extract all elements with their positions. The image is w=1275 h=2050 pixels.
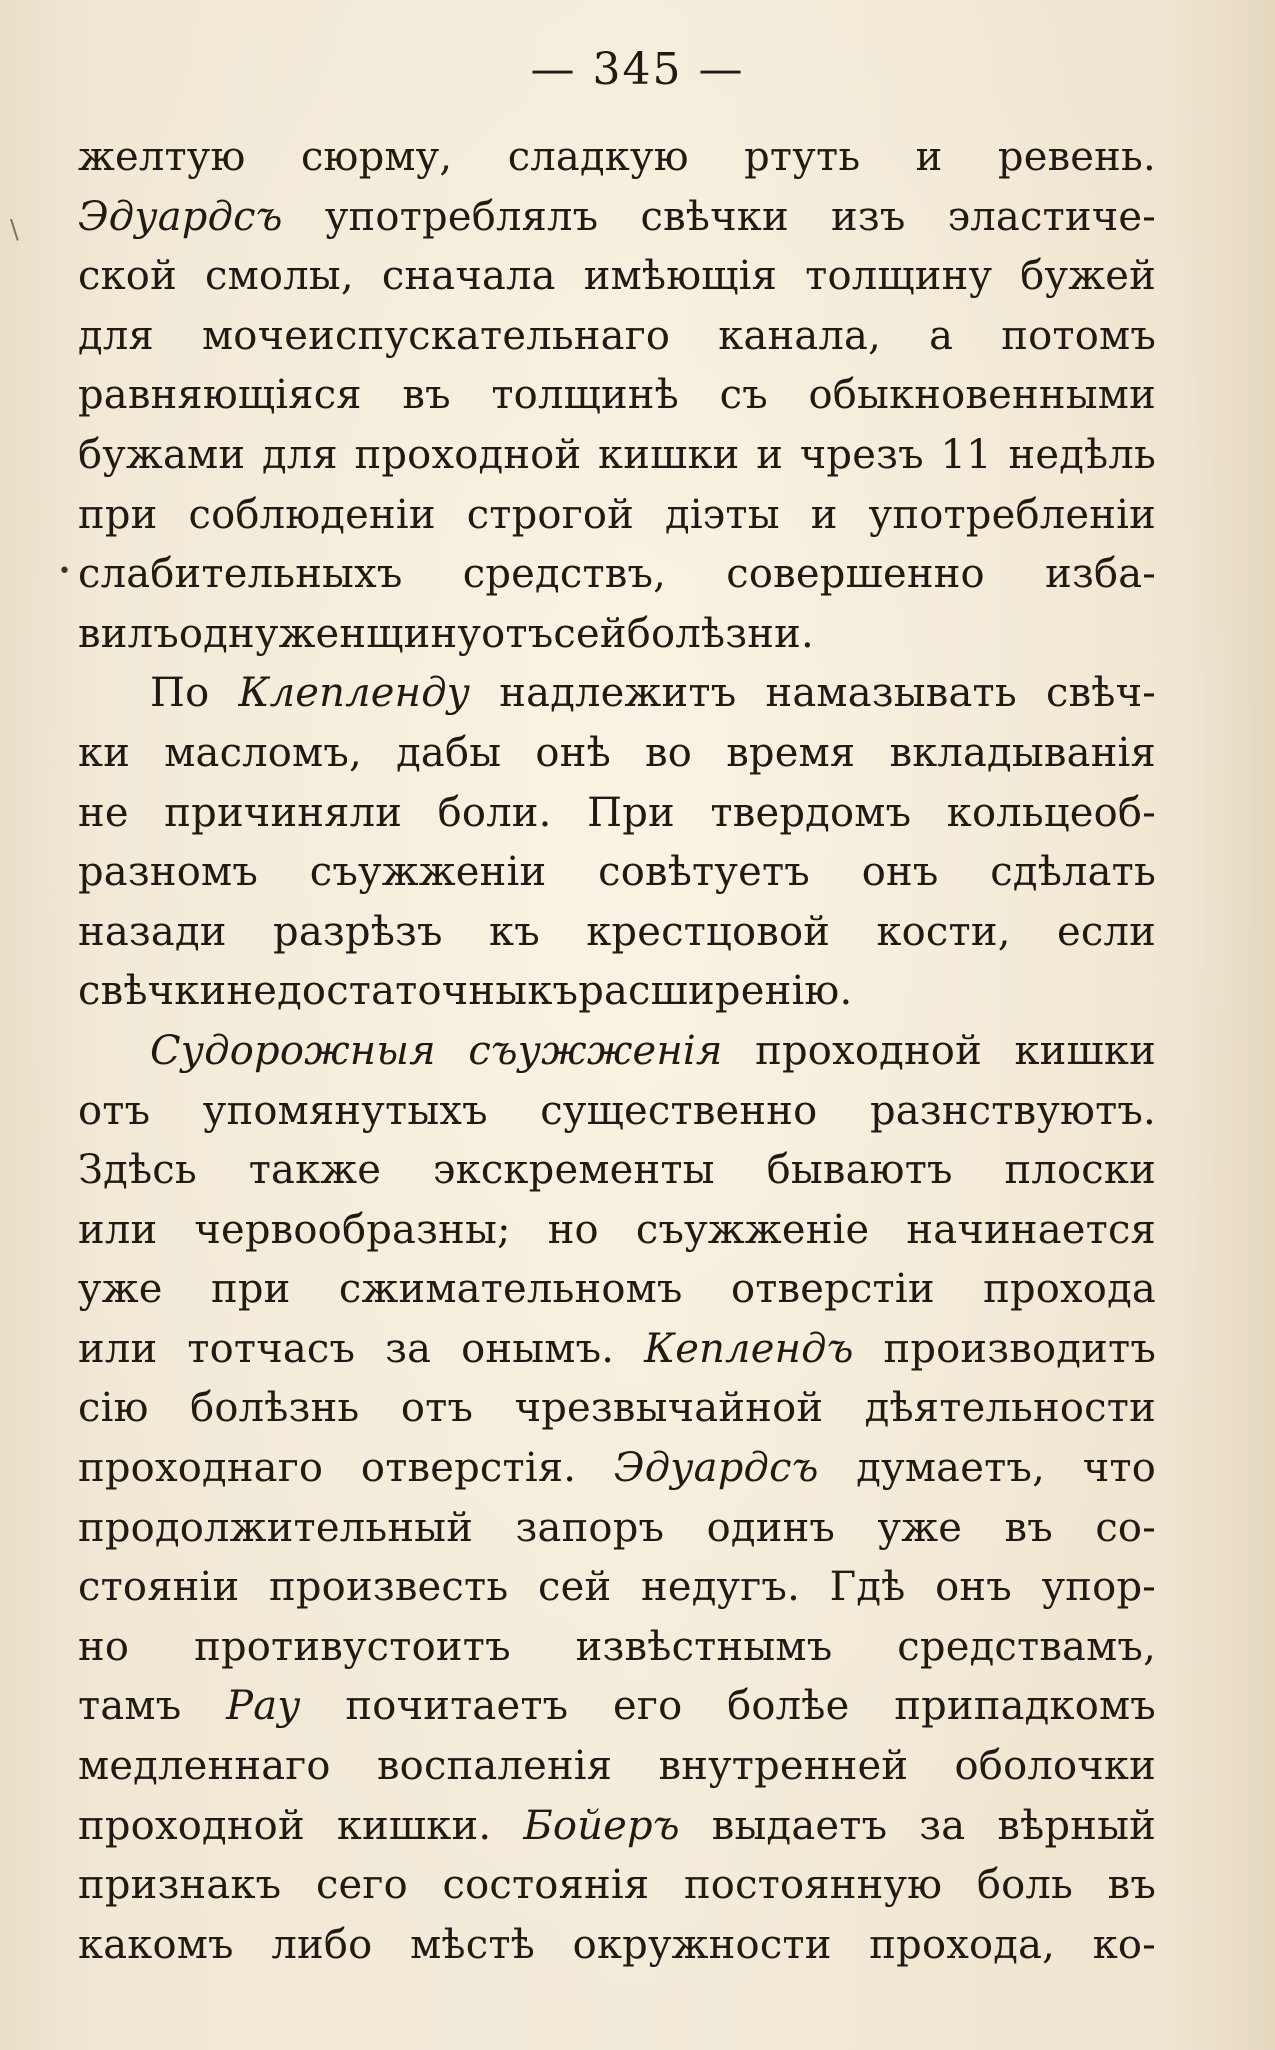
word: разрѣзъ [273, 908, 443, 955]
text-line [78, 1499, 1156, 1559]
word: воспаленія [376, 1743, 613, 1790]
word: бужей [1020, 253, 1156, 300]
word: уже [78, 1266, 163, 1313]
word: одинъ [706, 1504, 836, 1551]
word: либо [271, 1921, 373, 1968]
text-line [78, 1141, 1156, 1201]
word: кишки [1014, 1027, 1156, 1074]
word: начинается [906, 1206, 1156, 1253]
word: проходной [78, 1802, 305, 1849]
word: но [547, 1206, 599, 1253]
word: или [78, 1325, 158, 1372]
word: для [261, 431, 338, 478]
word: червообразны; [194, 1206, 511, 1253]
text-line [78, 664, 1156, 724]
word: бываютъ [766, 1147, 953, 1194]
word: онѣ [535, 729, 611, 776]
word: или [78, 1206, 158, 1253]
word: изба- [1045, 551, 1156, 598]
text-line [78, 1797, 1156, 1857]
word: проходнаго [78, 1445, 324, 1492]
word: свѣчки [78, 968, 227, 1015]
word: женщину [278, 610, 482, 657]
word: прохода, [869, 1921, 1056, 1968]
text-line [78, 1916, 1156, 1976]
word: экскременты [433, 1147, 715, 1194]
word: противустоитъ [194, 1623, 511, 1670]
word: изъ [831, 193, 906, 240]
word: проходной [755, 1027, 982, 1074]
word: но [78, 1623, 130, 1670]
text-line [78, 962, 1156, 1022]
word: оболочки [954, 1743, 1156, 1790]
word: Рау [226, 1683, 301, 1730]
word: за [919, 1802, 966, 1849]
text-line [78, 1439, 1156, 1499]
word: свѣчки [640, 193, 789, 240]
word: внутренней [658, 1743, 909, 1790]
word: По [150, 670, 210, 717]
word: и [915, 134, 943, 180]
text-line [78, 605, 1156, 665]
word: плоски [1004, 1147, 1156, 1194]
word: уже [877, 1504, 963, 1551]
word: какомъ [78, 1921, 234, 1968]
word: разнствуютъ. [869, 1087, 1156, 1134]
word: намазывать [765, 670, 1017, 717]
word: толщинѣ [491, 372, 679, 419]
word: продолжительный [78, 1504, 474, 1551]
word: упомянутыхъ [202, 1087, 488, 1134]
word: масломъ, [164, 729, 362, 776]
word: онымъ. [461, 1325, 615, 1372]
text-line [78, 1379, 1156, 1439]
word: ко- [1092, 1921, 1156, 1968]
edge-mark: \ [10, 215, 19, 245]
word: совершенно [726, 551, 985, 598]
word: время [726, 729, 856, 776]
word: потомъ [1001, 312, 1156, 359]
word: сего [315, 1862, 408, 1909]
word: свѣч- [1045, 670, 1156, 717]
word: существенно [540, 1087, 818, 1134]
text-line [78, 486, 1156, 546]
text-line [78, 128, 1156, 188]
word: къ [489, 908, 540, 955]
text-line [78, 1856, 1156, 1916]
word: чрезвычайной [514, 1385, 824, 1432]
word: Эдуардсъ [613, 1445, 819, 1492]
word: постоянную [683, 1862, 943, 1909]
word: сдѣлать [990, 849, 1156, 896]
word: крестцовой [586, 908, 831, 955]
word: окружности [572, 1921, 832, 1968]
word: надлежитъ [499, 670, 737, 717]
word: средствамъ, [897, 1623, 1156, 1670]
word: Здѣсь [78, 1147, 197, 1194]
word: въ [402, 372, 451, 419]
word: припадкомъ [894, 1683, 1156, 1730]
word: за [385, 1325, 432, 1372]
word: строгой [466, 491, 635, 538]
word: желтую [78, 134, 246, 180]
text-line [78, 307, 1156, 367]
word: выдаетъ [711, 1802, 888, 1849]
word: разномъ [78, 849, 258, 896]
text-line [78, 188, 1156, 248]
word: мочеиспускательнаго [201, 312, 671, 359]
word: чрезъ [799, 431, 924, 478]
word: бужами [78, 431, 246, 478]
word: болѣзни. [626, 610, 814, 657]
word: тамъ [78, 1683, 182, 1730]
word: канала, [718, 312, 881, 359]
word: если [1057, 908, 1156, 955]
body-text [78, 128, 1156, 1975]
word: назади [78, 908, 227, 955]
word: его [613, 1683, 683, 1730]
word: и [756, 431, 784, 478]
word: болѣзнь [190, 1385, 360, 1432]
word: стояніи [78, 1564, 240, 1611]
word: Эдуардсъ [78, 193, 283, 240]
word: При [587, 789, 675, 836]
word: недостаточны [226, 968, 528, 1015]
word: отъ [400, 1385, 474, 1432]
text-line [78, 1082, 1156, 1142]
word: также [248, 1147, 382, 1194]
word: сей [553, 610, 627, 657]
word: діэты [664, 491, 780, 538]
word: Судорожныя [150, 1027, 436, 1074]
word: вкладыванія [889, 729, 1156, 776]
word: отъ [78, 1087, 151, 1134]
word: 11 [940, 431, 992, 478]
text-line [78, 1260, 1156, 1320]
word: кишки [598, 431, 740, 478]
word: отверстія. [360, 1445, 577, 1492]
word: отверстіи [730, 1266, 935, 1313]
text-line [78, 366, 1156, 426]
word: состоянія [442, 1862, 650, 1909]
word: недѣль [1008, 431, 1156, 478]
word: ки [78, 729, 131, 776]
word: боль [976, 1862, 1073, 1909]
word: дабы [396, 729, 502, 776]
text-line [78, 1558, 1156, 1618]
word: для [78, 312, 154, 359]
word: во [645, 729, 693, 776]
word: Кеплендъ [644, 1325, 854, 1372]
word: признакъ [78, 1862, 282, 1909]
word: и [810, 491, 838, 538]
text-line [78, 1022, 1156, 1082]
word: прохода [983, 1266, 1156, 1313]
margin-bullet: • [58, 559, 71, 584]
word: тотчасъ [187, 1325, 356, 1372]
word: съ [719, 372, 768, 419]
word: ртуть [744, 134, 861, 180]
word: упор- [1041, 1564, 1156, 1611]
word: Бойеръ [523, 1802, 680, 1849]
word: сжимательномъ [338, 1266, 683, 1313]
word: ревень. [997, 134, 1156, 180]
word: съужженія [468, 1027, 723, 1074]
word: смолы, [205, 253, 354, 300]
word: болѣе [727, 1683, 850, 1730]
word: Гдѣ [829, 1564, 906, 1611]
text-line [78, 843, 1156, 903]
word: совѣтуетъ [598, 849, 810, 896]
text-line [78, 1677, 1156, 1737]
word: думаетъ, [856, 1445, 1045, 1492]
word: при [210, 1266, 291, 1313]
word: къ [527, 968, 579, 1015]
text-line [78, 1320, 1156, 1380]
word: одну [178, 610, 279, 657]
word: дѣятельности [864, 1385, 1156, 1432]
word: съужженіи [309, 849, 547, 896]
word: вѣрный [997, 1802, 1156, 1849]
text-line [78, 1618, 1156, 1678]
word: толщину [805, 253, 993, 300]
word: онъ [935, 1564, 1012, 1611]
word: кишки. [336, 1802, 492, 1849]
word: извѣстнымъ [575, 1623, 833, 1670]
word: сюрму, [300, 134, 453, 180]
word: проходной [354, 431, 582, 478]
word: боли. [437, 789, 552, 836]
word: употреблялъ [324, 193, 599, 240]
text-line [78, 1737, 1156, 1797]
word: а [929, 312, 954, 359]
text-line [78, 545, 1156, 605]
word: недугъ. [640, 1564, 800, 1611]
word: соблюденіи [188, 491, 436, 538]
text-line [78, 1201, 1156, 1261]
word: средствъ, [462, 551, 667, 598]
word: кости, [876, 908, 1011, 955]
word: употребленіи [868, 491, 1156, 538]
word: равняющіяся [78, 372, 362, 419]
word: мѣстѣ [410, 1921, 535, 1968]
word: имѣющія [583, 253, 778, 300]
word: медленнаго [78, 1743, 331, 1790]
word: Клепленду [238, 670, 471, 717]
word: произвесть [269, 1564, 509, 1611]
word: ской [78, 253, 177, 300]
word: запоръ [515, 1504, 665, 1551]
text-line [78, 784, 1156, 844]
word: что [1082, 1445, 1156, 1492]
page-number: — 345 — [530, 44, 745, 95]
text-line [78, 426, 1156, 486]
text-line [78, 724, 1156, 784]
word: въ [1107, 1862, 1156, 1909]
word: обыкновенными [808, 372, 1156, 419]
word: сей [537, 1564, 612, 1611]
word: причиняли [164, 789, 403, 836]
word: почитаетъ [345, 1683, 569, 1730]
word: расширенію. [578, 968, 853, 1015]
word: сію [78, 1385, 149, 1432]
word: не [78, 789, 129, 836]
word: кольцеоб- [946, 789, 1156, 836]
word: слабительныхъ [78, 551, 403, 598]
word: съужженіе [635, 1206, 870, 1253]
word: отъ [481, 610, 554, 657]
word: со- [1095, 1504, 1156, 1551]
word: производитъ [883, 1325, 1156, 1372]
word: сначала [381, 253, 556, 300]
text-line [78, 247, 1156, 307]
word: онъ [861, 849, 939, 896]
word: эластиче- [947, 193, 1156, 240]
word: въ [1004, 1504, 1053, 1551]
text-line [78, 903, 1156, 963]
word: вилъ [78, 610, 179, 657]
word: при [78, 491, 158, 538]
word: сладкую [507, 134, 689, 180]
word: твердомъ [710, 789, 912, 836]
